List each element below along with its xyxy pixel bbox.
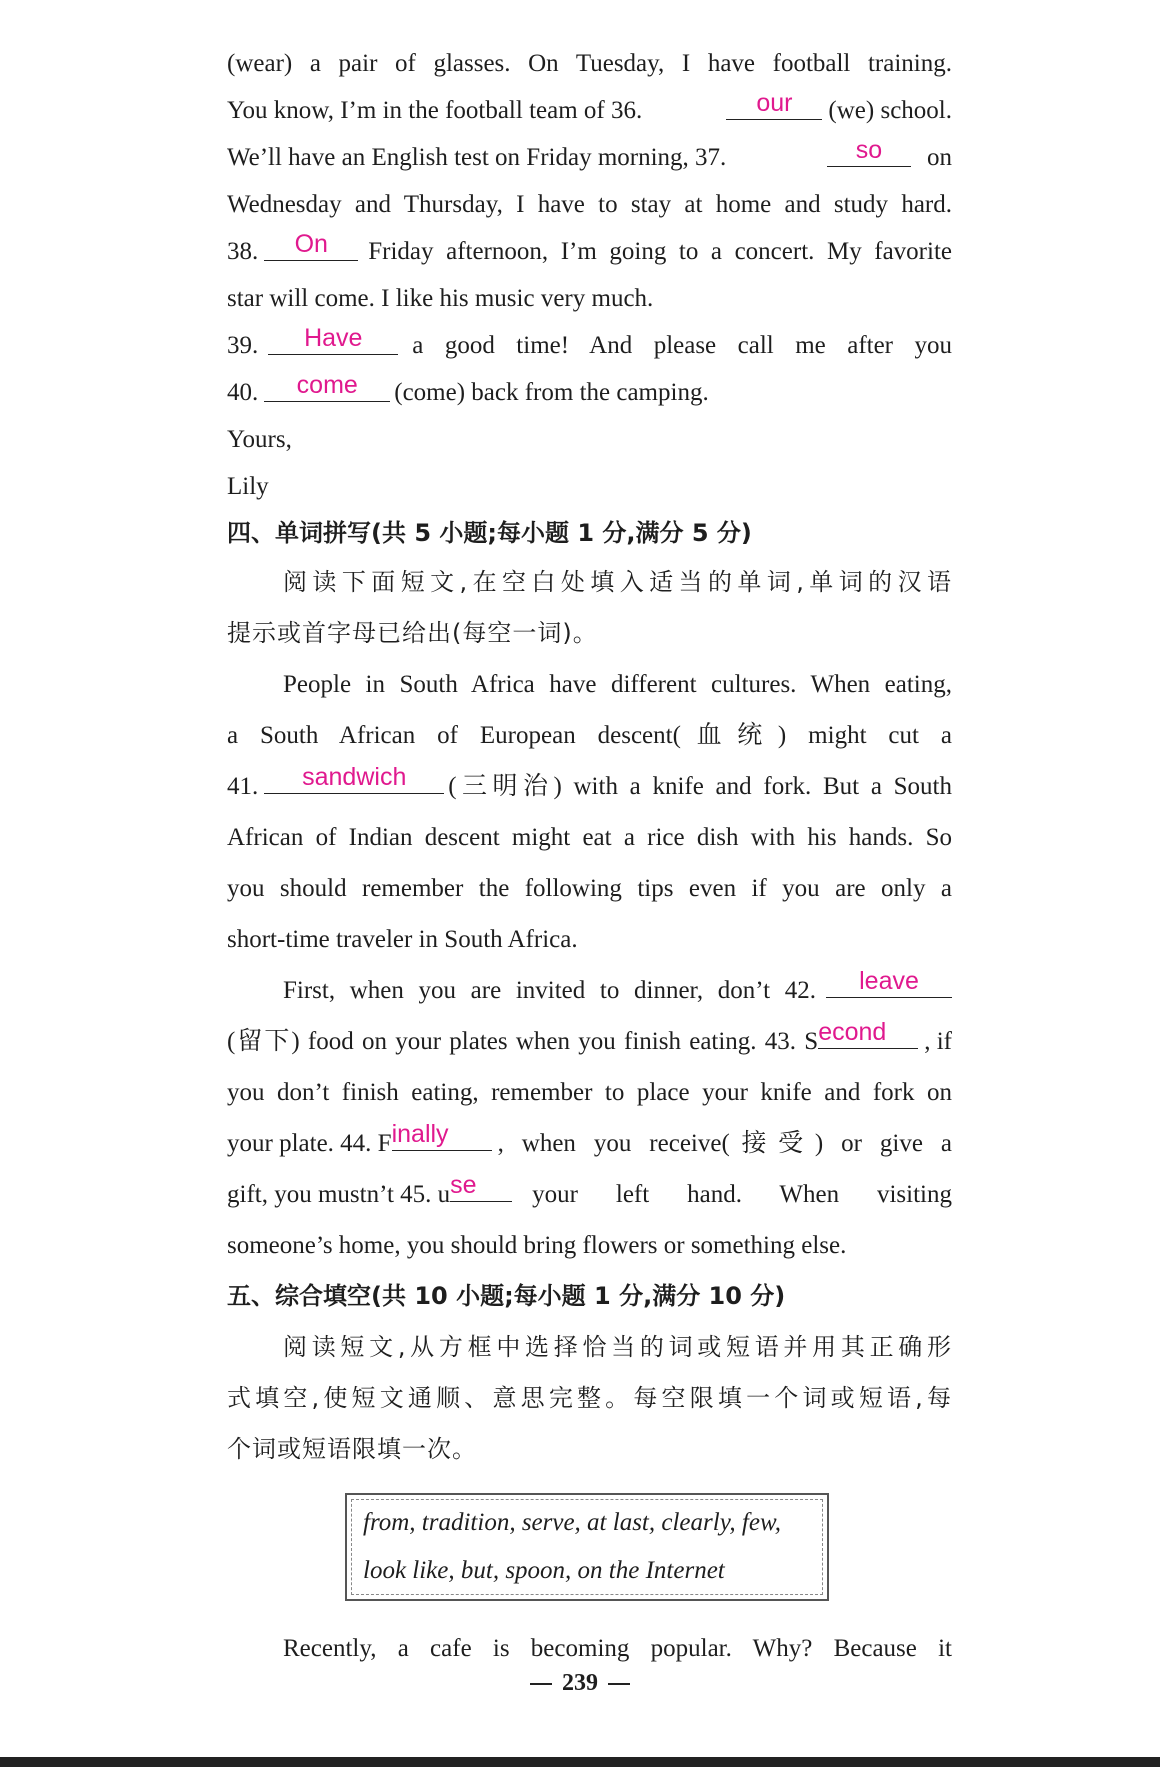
- text-line: 41. sandwich (三明治) with a knife and fork. But a South: [227, 761, 952, 812]
- text: Friday afternoon, I’m going to a concert. My favorite: [368, 238, 952, 265]
- text-line: People in South Africa have different cultures. When eating,: [283, 671, 952, 698]
- text-line: you don’t finish eating, remember to place your knife and fork on: [227, 1079, 952, 1106]
- word-bank-line: from, tradition, serve, at last, clearly, few,: [363, 1509, 782, 1536]
- word-bank-box: [345, 1493, 829, 1601]
- blank-43: [818, 1016, 918, 1049]
- section-5-title: 五、综合填空(共 10 小题;每小题 1 分,满分 10 分): [227, 1282, 786, 1310]
- answer-40: come: [296, 371, 358, 399]
- instruction-line: 阅读短文,从方框中选择恰当的词或短语并用其正确形: [283, 1333, 952, 1361]
- text-line: African of Indian descent might eat a rice dish with his hands. So: [227, 824, 952, 851]
- answer-44: inally: [391, 1120, 449, 1148]
- instruction-line: 式填空,使短文通顺、意思完整。每空限填一个词或短语,每: [227, 1384, 952, 1412]
- text-line: your plate. 44. F inally , when you receive(接受) or give a: [227, 1120, 952, 1157]
- blank-41: [264, 761, 444, 794]
- letter-closing: Yours,: [227, 426, 292, 453]
- text: star will come. I like his music very much.: [227, 285, 654, 312]
- question-number: 41.: [227, 773, 259, 800]
- page-number-dash: [530, 1683, 552, 1685]
- text-line: [227, 275, 952, 322]
- text: (we) school.: [828, 97, 952, 124]
- answer-36: our: [756, 89, 793, 117]
- blank-37: [827, 134, 911, 167]
- answer-38: On: [294, 230, 328, 258]
- text-line: [227, 87, 952, 134]
- section-4-title: 四、单词拼写(共 5 小题;每小题 1 分,满分 5 分): [227, 519, 752, 547]
- text-line: [227, 134, 952, 181]
- blank-45: [450, 1169, 512, 1202]
- text-line: [227, 369, 952, 416]
- text: We’ll have an English test on Friday morning, 37.: [227, 144, 727, 171]
- page-number-dash: [608, 1683, 630, 1685]
- text: (come) back from the camping.: [394, 379, 709, 406]
- bottom-bar: [0, 1757, 1160, 1767]
- instruction-line: 个词或短语限填一次。: [227, 1435, 477, 1463]
- text-line: [227, 40, 952, 87]
- text-line: [227, 181, 952, 228]
- question-number: 39.: [227, 332, 259, 359]
- text-line: (留下) food on your plates when you finish eating. 43. S econd , if: [227, 1018, 952, 1055]
- text: a good time! And please call me after you: [412, 332, 952, 359]
- text-line: a South African of European descent(血统) might cut a: [227, 722, 952, 749]
- answer-39: Have: [304, 324, 363, 352]
- question-number: 40.: [227, 379, 259, 406]
- text-line: First, when you are invited to dinner, don’t 42. leave: [227, 965, 952, 1016]
- text: You know, I’m in the football team of 36.: [227, 97, 643, 124]
- question-number: 38.: [227, 238, 259, 265]
- instruction-line: 阅读下面短文,在空白处填入适当的单词,单词的汉语: [283, 568, 952, 596]
- letter-signature: Lily: [227, 473, 269, 500]
- blank-44: [392, 1118, 492, 1151]
- text: on: [927, 144, 952, 171]
- answer-42: leave: [859, 967, 919, 995]
- answer-37: so: [855, 136, 883, 164]
- answer-41: sandwich: [302, 763, 407, 791]
- blank-42: [826, 965, 952, 998]
- instruction-line: 提示或首字母已给出(每空一词)。: [227, 619, 598, 647]
- text-line: short-time traveler in South Africa.: [227, 926, 578, 953]
- text-line: you should remember the following tips even if you are only a: [227, 875, 952, 902]
- answer-45: se: [450, 1171, 477, 1199]
- blank-36: [726, 87, 822, 120]
- blank-38: [264, 228, 358, 261]
- answer-43: econd: [818, 1018, 887, 1046]
- word-bank-line: look like, but, spoon, on the Internet: [363, 1557, 725, 1584]
- text: (wear) a pair of glasses. On Tuesday, I have football training.: [227, 50, 952, 77]
- text-line: gift, you mustn’t 45. u se your left hand. When visiting: [227, 1171, 952, 1208]
- text-line: [227, 322, 952, 369]
- text-line: [227, 228, 952, 275]
- blank-40: [264, 369, 390, 402]
- page-number: 239: [0, 1670, 1160, 1697]
- text-line: Recently, a cafe is becoming popular. Why? Because it: [283, 1635, 952, 1662]
- blank-39: [268, 322, 398, 355]
- page-content: [227, 40, 952, 1674]
- text-line: someone’s home, you should bring flowers or something else.: [227, 1232, 847, 1259]
- text: Wednesday and Thursday, I have to stay at home and study hard.: [227, 191, 952, 218]
